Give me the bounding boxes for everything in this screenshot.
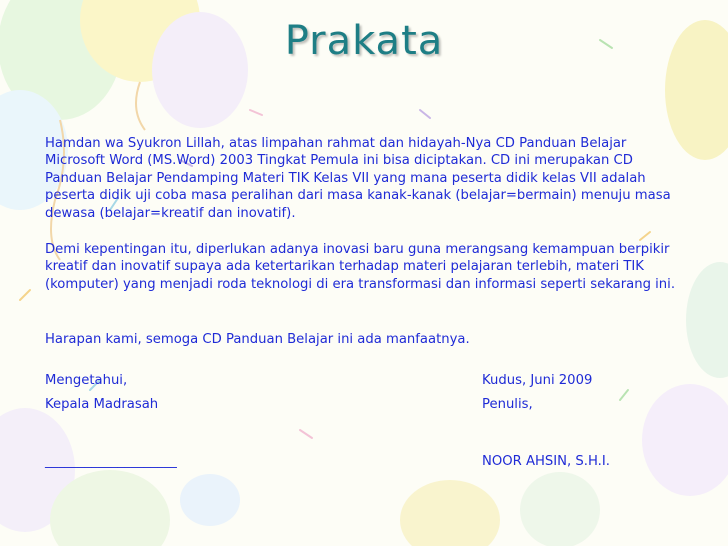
signature-right-place-date: Kudus, Juni 2009 <box>482 373 593 388</box>
signature-left-role: Kepala Madrasah <box>45 397 159 412</box>
paragraph-closing: Harapan kami, semoga CD Panduan Belajar ini ada manfaatnya. <box>45 332 470 347</box>
paragraph-opening: Hamdan wa Syukron Lillah, atas limpahan rahmat dan hidayah-Nya CD Panduan Belajar Microsoft Word (MS.Word) 2003 Tingkat Pemula ini bisa diciptakan. CD ini merupakan CD Panduan Belajar Pendamping Materi TIK Kelas VII yang mana peserta didik kelas VII adalah peserta didik uji coba masa peralihan dari masa kanak-kanak (belajar=bermain) menuju masa dewasa (belajar=kreatif dan inovatif). <box>45 136 671 221</box>
slide-title: Prakata <box>284 18 444 64</box>
paragraph-purpose: Demi kepentingan itu, diperlukan adanya inovasi baru guna merangsang kemampuan berpikir kreatif dan inovatif supaya ada ketertarikan terhadap materi pelajaran terlebih, materi TIK (komputer) yang menjadi roda teknologi di era transformasi dan informasi seperti sekarang ini. <box>45 242 676 292</box>
signature-right-name: NOOR AHSIN, S.H.I. <box>482 454 610 469</box>
signature-left-line: ____________________ <box>45 454 177 469</box>
signature-left-label: Mengetahui, <box>45 373 128 388</box>
signature-right-role: Penulis, <box>482 397 533 412</box>
